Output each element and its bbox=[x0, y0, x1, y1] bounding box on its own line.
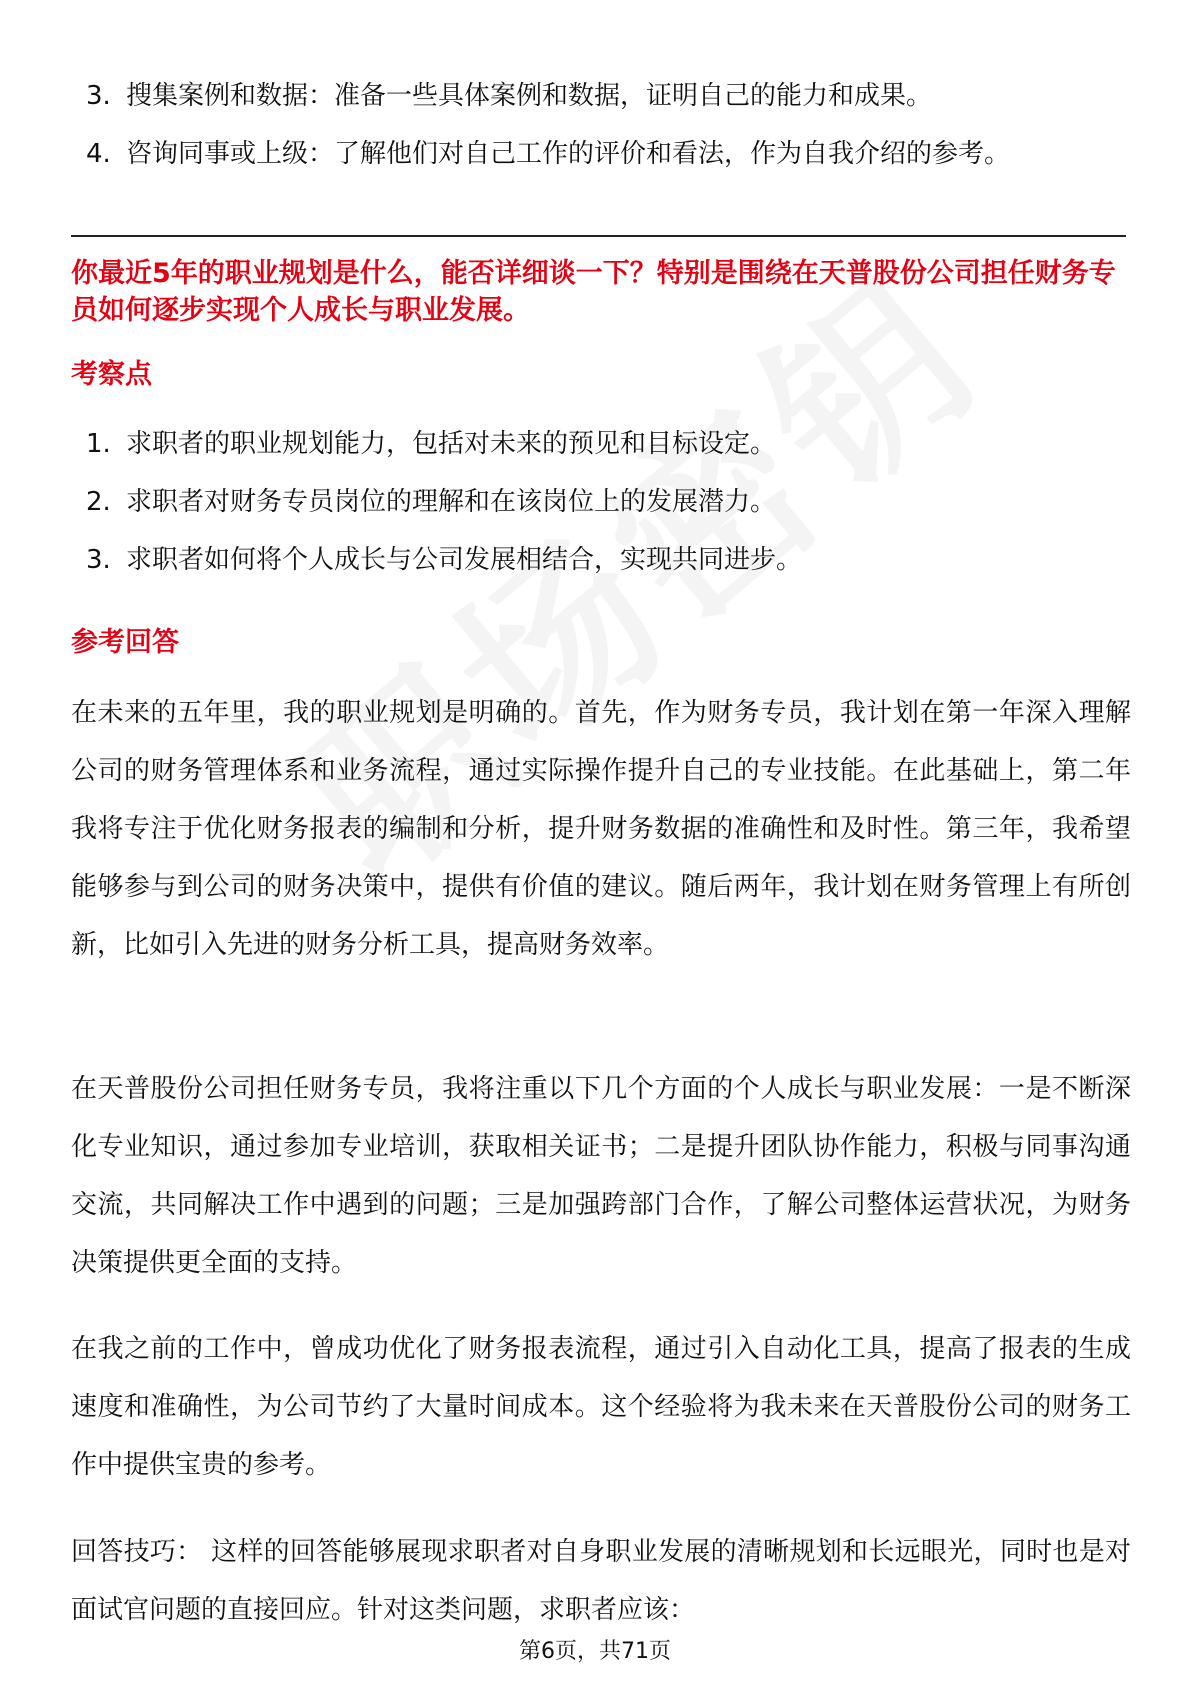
paragraph: 在天普股份公司担任财务专员，我将注重以下几个方面的个人成长与职业发展：一是不断深化专业知识，通过参加专业培训，获取相关证书；二是提升团队协作能力，积极与同事沟通交流，共同解决工作中遇到的问题；三是加强跨部门合作，了解公司整体运营状况，为财务决策提供更全面的支持。 bbox=[71, 1074, 1131, 1278]
paragraph: 在我之前的工作中，曾成功优化了财务报表流程，通过引入自动化工具，提高了报表的生成速度和准确性，为公司节约了大量时间成本。这个经验将为我未来在天普股份公司的财务工作中提供宝贵的参考。 bbox=[71, 1334, 1131, 1480]
list-number: 3. bbox=[86, 81, 111, 111]
list-text: 求职者如何将个人成长与公司发展相结合，实现共同进步。 bbox=[126, 545, 803, 575]
list-text: 求职者对财务专员岗位的理解和在该岗位上的发展潜力。 bbox=[126, 487, 777, 517]
list-number: 1. bbox=[86, 429, 111, 459]
answer-tips: 回答技巧： 这样的回答能够展现求职者对自身职业发展的清晰规划和长远眼光，同时也是对面试官问题的直接回应。针对这类问题，求职者应该： bbox=[71, 1537, 1131, 1625]
list-text: 搜集案例和数据：准备一些具体案例和数据，证明自己的能力和成果。 bbox=[126, 81, 933, 111]
list-text: 咨询同事或上级：了解他们对自己工作的评价和看法，作为自我介绍的参考。 bbox=[126, 139, 1011, 169]
list-item bbox=[86, 426, 776, 462]
list-number: 3. bbox=[86, 545, 111, 575]
list-item bbox=[86, 78, 932, 114]
question-heading: 你最近5年的职业规划是什么，能否详细谈一下？特别是围绕在天普股份公司担任财务专员如何逐步实现个人成长与职业发展。 bbox=[71, 258, 1116, 326]
list-item bbox=[86, 542, 802, 578]
list-item bbox=[86, 484, 776, 520]
paragraph: 在未来的五年里，我的职业规划是明确的。首先，作为财务专员，我计划在第一年深入理解公司的财务管理体系和业务流程，通过实际操作提升自己的专业技能。在此基础上，第二年我将专注于优化财务报表的编制和分析，提升财务数据的准确性和及时性。第三年，我希望能够参与到公司的财务决策中，提供有价值的建议。随后两年，我计划在财务管理上有所创新，比如引入先进的财务分析工具，提高财务效率。 bbox=[71, 698, 1131, 960]
list-text: 求职者的职业规划能力，包括对未来的预见和目标设定。 bbox=[126, 429, 777, 459]
divider bbox=[71, 235, 1126, 237]
page-footer: 第6页，共71页 bbox=[519, 1639, 671, 1664]
answer-heading: 参考回答 bbox=[71, 627, 179, 658]
list-number: 2. bbox=[86, 487, 111, 517]
focus-heading: 考察点 bbox=[71, 359, 152, 390]
list-number: 4. bbox=[86, 139, 111, 169]
list-item bbox=[86, 136, 1010, 172]
